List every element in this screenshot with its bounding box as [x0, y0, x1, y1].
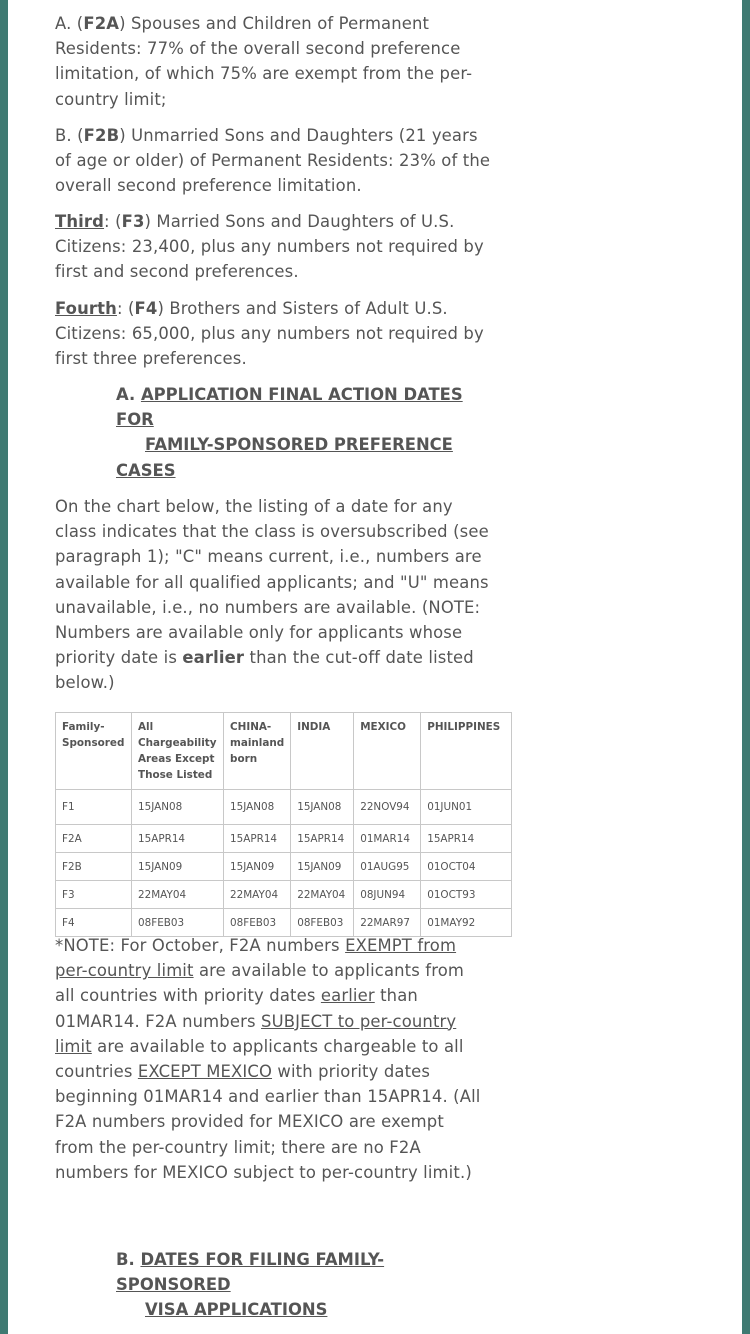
note-text-2: are available to applicants from all countries with priority dates: [55, 961, 465, 1006]
table-cell: 01AUG95: [354, 853, 421, 881]
section-a-title-line2: FAMILY-SPONSORED PREFERENCE: [145, 435, 453, 455]
section-b-heading: [116, 1247, 496, 1323]
f2b-code: F2B: [83, 126, 120, 145]
table-cell: 08FEB03: [291, 909, 354, 937]
third-preference-paragraph: [55, 209, 495, 285]
f2a-prefix: A. (: [55, 14, 84, 33]
header-mexico: MEXICO: [354, 713, 421, 790]
f2a-paragraph: [55, 11, 495, 112]
table-cell: F1: [56, 790, 132, 825]
table-cell: F3: [56, 881, 132, 909]
third-text: ) Married Sons and Daughters of U.S. Citizens: 23,400, plus any numbers not required by first and second preferences.: [55, 212, 484, 282]
fourth-colon: : (: [116, 299, 135, 318]
table-cell: 01OCT04: [421, 853, 512, 881]
final-action-dates-table: [55, 712, 512, 937]
table-header-row: [56, 713, 512, 790]
chart-intro-bold: earlier: [182, 648, 245, 668]
f2b-prefix: B. (: [55, 126, 84, 145]
header-india: INDIA: [291, 713, 354, 790]
section-b-title-line1: DATES FOR FILING FAMILY-SPONSORED: [116, 1250, 385, 1295]
table-cell: F2B: [56, 853, 132, 881]
section-a-heading: [116, 382, 496, 483]
section-a-title-line3: CASES: [116, 460, 176, 480]
table-cell: 15JAN09: [224, 853, 291, 881]
table-cell: 15APR14: [132, 825, 224, 853]
table-cell: 08JUN94: [354, 881, 421, 909]
f2a-text: ) Spouses and Children of Permanent Residents: 77% of the overall second preference limitation, of which 75% are exempt from the per-country limit;: [55, 14, 473, 109]
header-all-chargeability: All Chargeability Areas Except Those Listed: [132, 713, 224, 790]
table-cell: 01OCT93: [421, 881, 512, 909]
table-cell: 01MAR14: [354, 825, 421, 853]
note-text-1: *NOTE: For October, F2A numbers: [55, 936, 346, 955]
table-row: [56, 853, 512, 881]
f2b-paragraph: [55, 123, 495, 199]
section-a-letter: A.: [116, 385, 136, 404]
table-cell: 22MAY04: [291, 881, 354, 909]
table-row: [56, 881, 512, 909]
chart-intro-tail: than the cut-off date listed below.): [55, 648, 474, 693]
fourth-preference-paragraph: [55, 296, 495, 372]
table-cell: 15JAN09: [132, 853, 224, 881]
fourth-label: Fourth: [55, 299, 117, 318]
table-cell: 01JUN01: [421, 790, 512, 825]
note-text-4: are available to applicants chargeable to all countries: [55, 1036, 464, 1082]
table-cell: 15APR14: [291, 825, 354, 853]
fourth-text: ) Brothers and Sisters of Adult U.S. Citizens: 65,000, plus any numbers not required by first three preferences.: [55, 299, 484, 369]
table-cell: 15JAN08: [224, 790, 291, 825]
table-cell: 15JAN08: [291, 790, 354, 825]
table-cell: 22MAY04: [132, 881, 224, 909]
note-text-3: than 01MAR14. F2A numbers: [55, 986, 418, 1031]
document-page: [8, 0, 742, 1334]
header-philippines: PHILIPPINES: [421, 713, 512, 790]
section-a-title-line1: APPLICATION FINAL ACTION DATES FOR: [116, 385, 463, 430]
note-subject-link[interactable]: SUBJECT to per-country limit: [55, 1011, 457, 1056]
table-cell: 15JAN08: [132, 790, 224, 825]
table-cell: F2A: [56, 825, 132, 853]
third-code: F3: [121, 212, 145, 231]
table-row: [56, 790, 512, 825]
section-b-letter: B.: [116, 1250, 135, 1269]
chart-intro-text: On the chart below, the listing of a date for any class indicates that the class is oversubscribed (see paragraph 1); "C" means current, i.e., numbers are available for all qualified applicants; and "U" means unavailable, i.e., no numbers are available. (NOTE: Numbers are available only for applicants whose priority date is: [55, 497, 489, 668]
third-colon: : (: [104, 212, 122, 231]
table-cell: 15APR14: [421, 825, 512, 853]
note-exempt-link[interactable]: EXEMPT from per-country limit: [55, 936, 457, 981]
fourth-code: F4: [134, 299, 158, 318]
table-cell: 22MAR97: [354, 909, 421, 937]
header-family-sponsored: Family-Sponsored: [56, 713, 132, 790]
table-cell: 22NOV94: [354, 790, 421, 825]
chart-intro-paragraph: [55, 494, 495, 696]
table-row: [56, 825, 512, 853]
note-text-5: with priority dates beginning 01MAR14 and earlier than 15APR14. (All F2A numbers provided for MEXICO are exempt from the per-country limit; there are no F2A numbers for MEXICO subject to per-country limit.): [55, 1062, 481, 1182]
table-cell: 08FEB03: [132, 909, 224, 937]
table-cell: 15APR14: [224, 825, 291, 853]
f2a-code: F2A: [83, 14, 120, 33]
section-b-title-line2: VISA APPLICATIONS: [145, 1300, 328, 1320]
note-earlier-link[interactable]: earlier: [320, 986, 375, 1006]
third-label: Third: [55, 212, 105, 231]
table-cell: 15JAN09: [291, 853, 354, 881]
table-cell: 08FEB03: [224, 909, 291, 937]
f2a-note-paragraph: [55, 933, 485, 1185]
header-china: CHINA-mainland born: [224, 713, 291, 790]
table-cell: F4: [56, 909, 132, 937]
f2b-text: ) Unmarried Sons and Daughters (21 years of age or older) of Permanent Residents: 23% of the overall second preference limitation.: [55, 126, 491, 196]
note-except-mexico-link[interactable]: EXCEPT MEXICO: [137, 1062, 273, 1082]
table-cell: 22MAY04: [224, 881, 291, 909]
table-cell: 01MAY92: [421, 909, 512, 937]
